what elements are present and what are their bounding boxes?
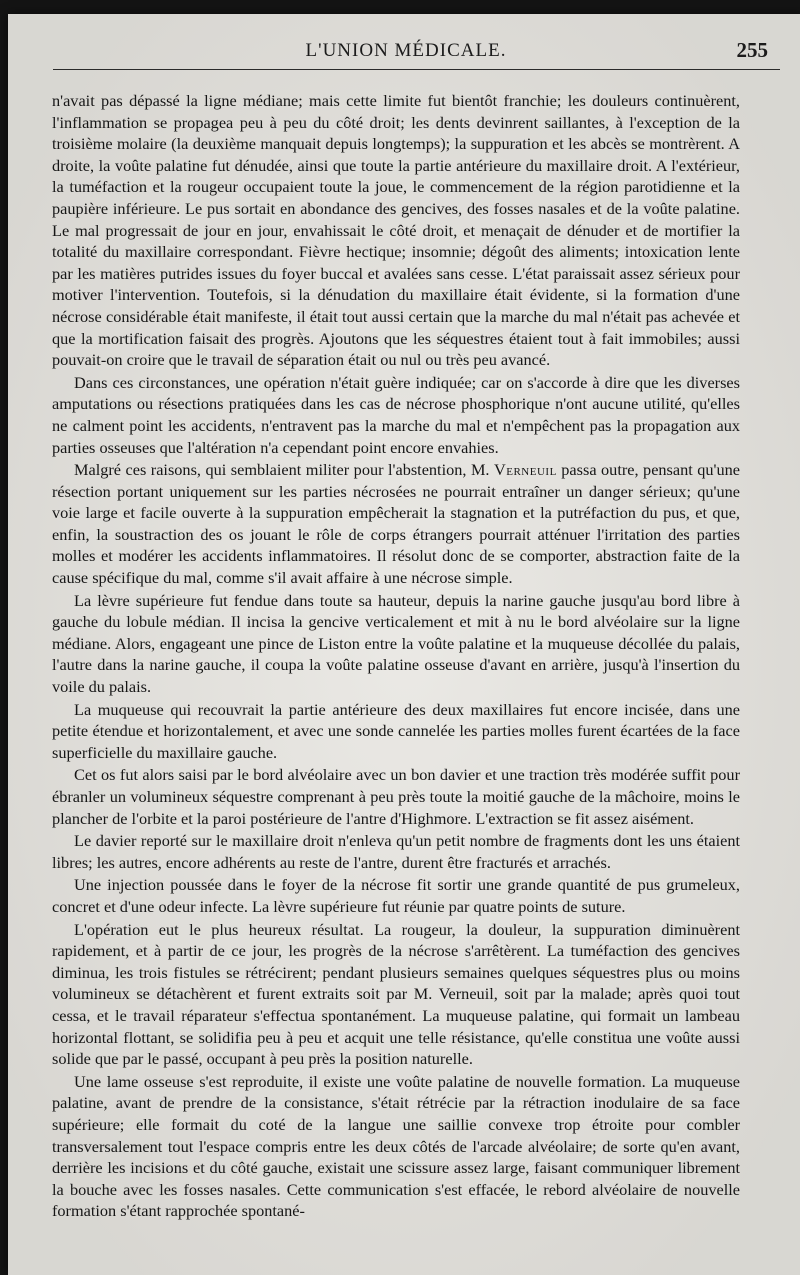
paragraph: La muqueuse qui recouvrait la partie antérieure des deux maxillaires fut encore incisée, dans une petite étendue et horizontalement, et avec une sonde cannelée les parties molles furent écartées de la face superficielle du maxillaire gauche. <box>52 699 740 762</box>
journal-title: L'UNION MÉDICALE. <box>305 40 507 61</box>
paragraph: Une lame osseuse s'est reproduite, il existe une voûte palatine de nouvelle formation. La muqueuse palatine, avant de prendre de la consistance, s'était rétrécie par la rétraction inodulaire de sa face supérieure; elle formait du coté de la langue une saillie convexe trop étroite pour combler transversalement tout l'espace compris entre les deux côtés de l'arcade alvéolaire; de sorte qu'en avant, derrière les incisions et du côté gauche, existait une scissure assez large, faisant communiquer librement la bouche avec les fosses nasales. Cette communication s'est effacée, le rebord alvéolaire de nouvelle formation s'étant rapprochée spontané- <box>52 1071 740 1221</box>
article-body <box>52 90 740 1223</box>
paragraph: Le davier reporté sur le maxillaire droit n'enleva qu'un petit nombre de fragments dont les uns étaient libres; les autres, encore adhérents au reste de l'antre, durent être fracturés et arrachés. <box>52 831 740 872</box>
paragraph: La lèvre supérieure fut fendue dans toute sa hauteur, depuis la narine gauche jusqu'au bord libre à gauche du lobule médian. Il incisa la gencive verticalement et mit à nu le bord alvéolaire sur la ligne médiane. Alors, engageant une pince de Liston entre la voûte palatine et la muqueuse décollée du palais, l'autre dans la narine gauche, il coupa la voûte palatine osseuse d'avant en arrière, jusqu'à l'insertion du voile du palais. <box>52 590 740 697</box>
journal-page <box>8 14 800 1275</box>
header-rule <box>53 69 780 70</box>
page-number: 255 <box>736 38 768 62</box>
paragraph: L'opération eut le plus heureux résultat. La rougeur, la douleur, la suppuration diminuèrent rapidement, et à partir de ce jour, les progrès de la nécrose s'arrêtèrent. La tuméfaction des gencives diminua, les trois fistules se rétrécirent; pendant plusieurs semaines quelques séquestres plus ou moins volumineux se détachèrent et furent extraits soit par M. Verneuil, soit par la malade; après quoi tout cessa, et le travail réparateur s'effectua spontanément. La muqueuse palatine, qui formait un lambeau horizontal flottant, se solidifia peu à peu et acquit une telle résistance, qu'elle constitua une voûte aussi solide que par le passé, occupant à peu près la position naturelle. <box>52 919 740 1069</box>
paragraph: Cet os fut alors saisi par le bord alvéolaire avec un bon davier et une traction très modérée suffit pour ébranler un volumineux séquestre comprenant à peu près toute la moitié gauche de la mâchoire, moins le plancher de l'orbite et la paroi postérieure de l'antre d'Highmore. L'extraction se fit assez aisément. <box>52 765 740 828</box>
paragraph: n'avait pas dépassé la ligne médiane; mais cette limite fut bientôt franchie; les douleurs continuèrent, l'inflammation se propagea peu à peu du côté droit; les dents devinrent saillantes, à l'exception de la troisième molaire (la deuxième manquait depuis longtemps); la suppuration et les abcès se montrèrent. A droite, la voûte palatine fut dénudée, ainsi que toute la partie antérieure du maxillaire droit. A l'extérieur, la tuméfaction et la rougeur occupaient toute la joue, le commencement de la région parotidienne et la paupière inférieure. Le pus sortait en abondance des gencives, des fosses nasales et de la voûte palatine. Le mal progressait de jour en jour, envahissait le côté droit, et menaçait de dénuder et de mortifier la totalité du maxillaire correspondant. Fièvre hectique; insomnie; dégoût des aliments; intoxication lente par les matières putrides issues du foyer buccal et avalées sans cesse. L'état paraissait assez sérieux pour motiver l'intervention. Toutefois, si la dénudation du maxillaire était évidente, si la formation d'une nécrose considérable était manifeste, il était tout aussi certain que la marche du mal n'était pas achevée et que la mortification faisait des progrès. Ajoutons que les séquestres étaient tout à fait immobiles; aussi pouvait-on croire que le travail de séparation était ou nul ou très peu avancé. <box>52 91 740 370</box>
paragraph: Malgré ces raisons, qui semblaient militer pour l'abstention, M. Verneuil passa outre, pensant qu'une résection portant uniquement sur les parties nécrosées ne pourrait entraîner un danger sérieux; qu'une voie large et facile ouverte à la suppuration empêcherait la stagnation et la putréfaction du pus, et que, enfin, la soustraction des os jouant le rôle de corps étrangers pourrait atténuer l'irritation des parties molles et modérer les accidents inflammatoires. Il résolut donc de se comporter, abstraction faite de la cause spécifique du mal, comme s'il avait affaire à une nécrose simple. <box>52 460 740 588</box>
paragraph: Une injection poussée dans le foyer de la nécrose fit sortir une grande quantité de pus grumeleux, concret et d'une odeur infecte. La lèvre supérieure fut réunie par quatre points de suture. <box>52 875 740 916</box>
paragraph: Dans ces circonstances, une opération n'était guère indiquée; car on s'accorde à dire que les diverses amputations ou résections pratiquées dans les cas de nécrose phosphorique n'ont aucune utilité, qu'elles ne calment point les accidents, n'entravent pas la marche du mal et n'empêchent pas la propagation aux parties osseuses que l'altération n'a cependant point encore envahies. <box>52 372 740 457</box>
running-head <box>8 38 800 66</box>
author-name: Verneuil <box>493 460 557 480</box>
